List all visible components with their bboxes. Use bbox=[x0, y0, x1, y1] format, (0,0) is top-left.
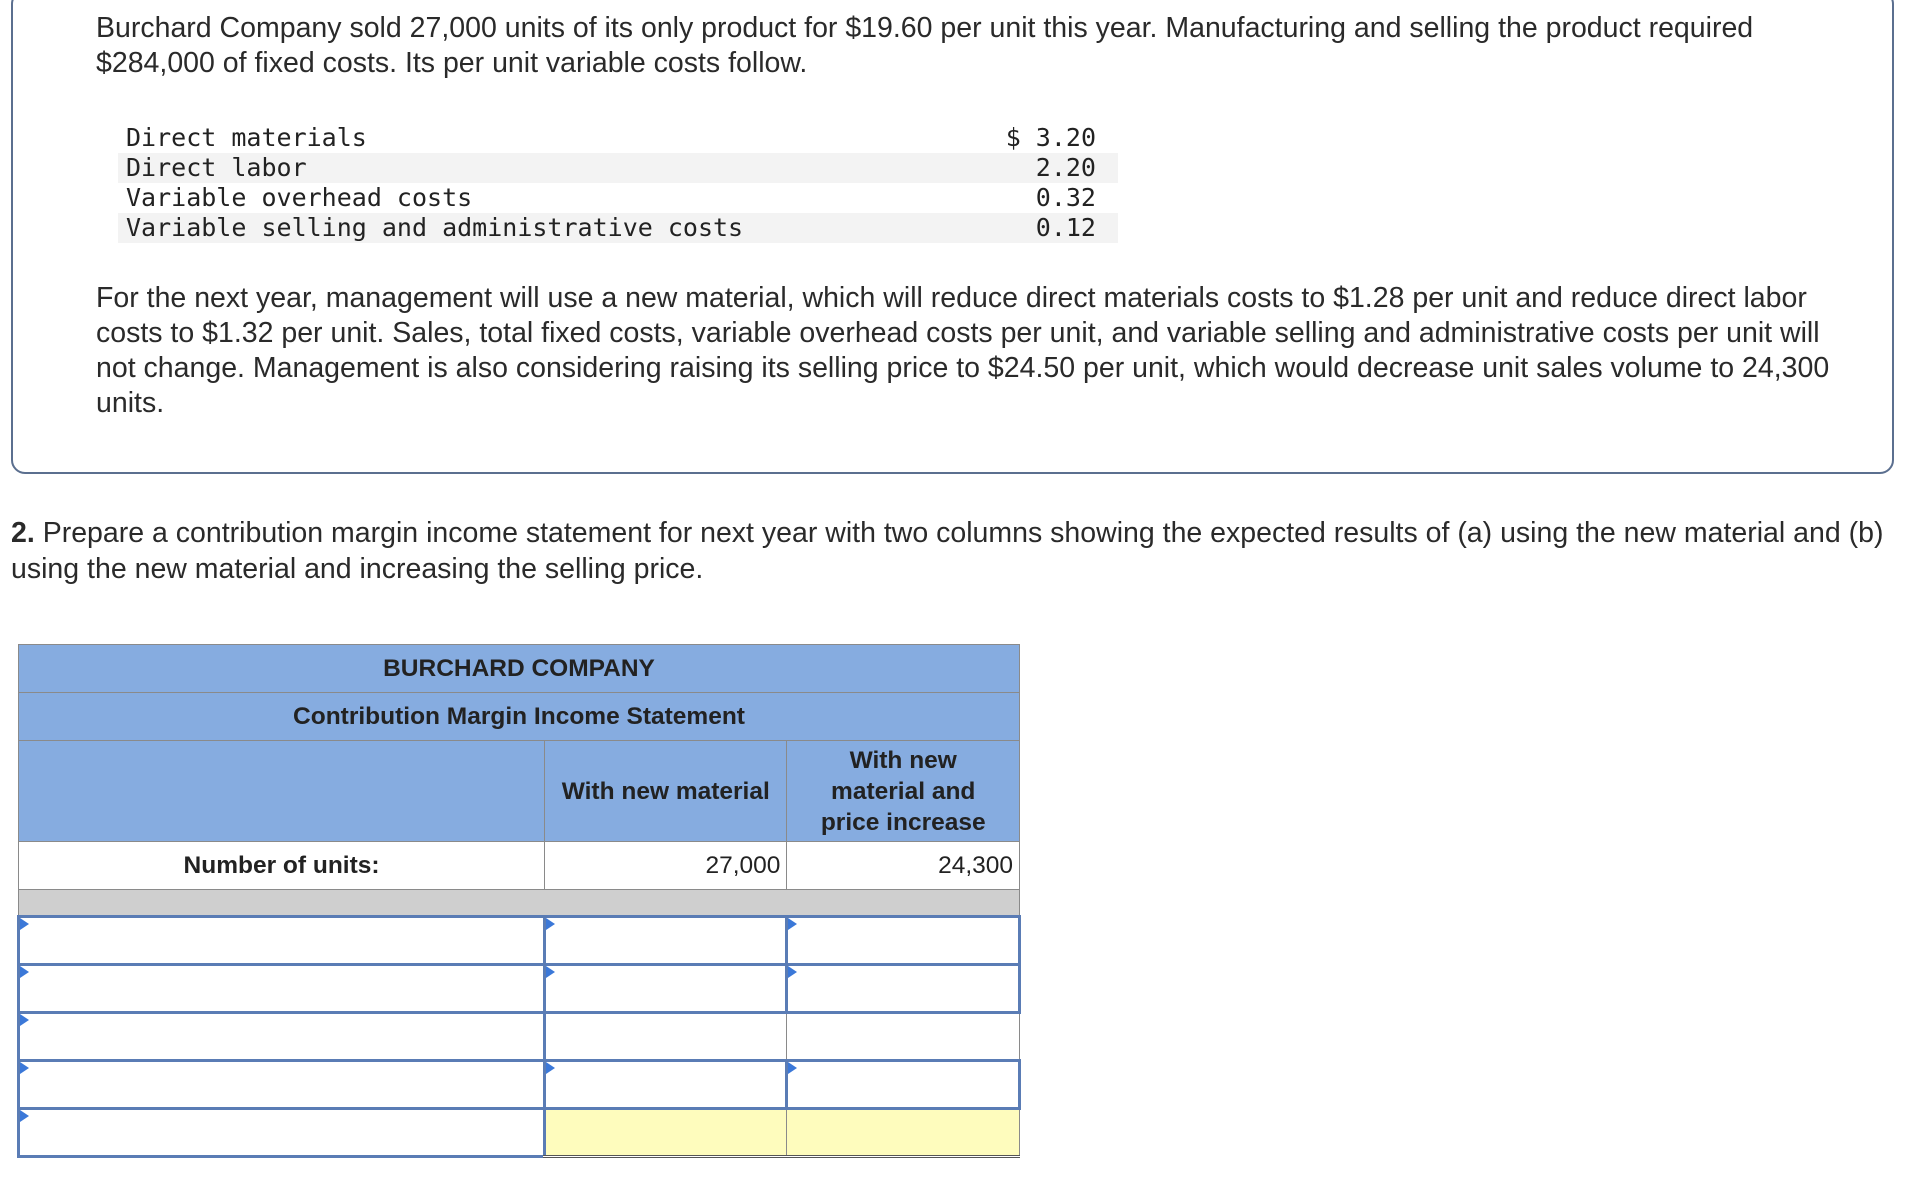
dropdown-marker-icon bbox=[20, 966, 29, 978]
cost-label: Variable selling and administrative costs bbox=[126, 213, 744, 242]
cost-value: $ 3.20 bbox=[1005, 123, 1096, 152]
label-column-header bbox=[19, 741, 545, 842]
dropdown-marker-icon bbox=[788, 1062, 797, 1074]
column-header-new-material: With new material bbox=[545, 741, 787, 842]
cost-value: 2.20 bbox=[1035, 153, 1096, 182]
amount-input-price-increase[interactable] bbox=[787, 917, 1020, 965]
problem-next-year: For the next year, management will use a new material, which will reduce direct materials costs to $1.28 per unit and reduce direct labor costs to $1.32 per unit. Sales, total fixed costs, variable overhead costs per unit, and variable selling and administrative costs per unit will not change. Management is also considering raising its selling price to $24.50 per unit, which would decrease unit sales volume to 24,300 units. bbox=[96, 282, 1830, 419]
cost-label: Variable overhead costs bbox=[126, 183, 473, 212]
amount-input-price-increase[interactable] bbox=[787, 965, 1020, 1013]
question-body: Prepare a contribution margin income statement for next year with two columns showing the expected results of (a) using the new material and (b) using the new material and increasing the selling price. bbox=[11, 517, 1884, 585]
problem-intro: Burchard Company sold 27,000 units of its only product for $19.60 per unit this year. Manufacturing and selling the product required $284,000 of fixed costs. Its per unit variable costs follow. bbox=[96, 12, 1754, 79]
cost-label: Direct materials bbox=[126, 123, 367, 152]
line-label-input[interactable] bbox=[19, 965, 545, 1013]
dropdown-marker-icon bbox=[788, 966, 797, 978]
dropdown-marker-icon bbox=[20, 1014, 29, 1026]
line-label-input[interactable] bbox=[19, 917, 545, 965]
line-label-input[interactable] bbox=[19, 1061, 545, 1109]
cost-row-direct-labor bbox=[118, 153, 1118, 183]
cost-label: Direct labor bbox=[126, 153, 307, 182]
line-label-input[interactable] bbox=[19, 1109, 545, 1157]
variable-cost-table bbox=[118, 123, 1118, 243]
dropdown-marker-icon bbox=[20, 1062, 29, 1074]
amount-cell-new-material[interactable] bbox=[545, 1013, 787, 1061]
line-label-input[interactable] bbox=[19, 1013, 545, 1061]
statement-title: Contribution Margin Income Statement bbox=[19, 693, 1020, 741]
units-new-material: 27,000 bbox=[545, 842, 787, 890]
cost-row-variable-overhead bbox=[118, 183, 1118, 213]
company-name: BURCHARD COMPANY bbox=[19, 645, 1020, 693]
units-new-material-price-increase: 24,300 bbox=[787, 842, 1020, 890]
units-label: Number of units: bbox=[19, 842, 545, 890]
cost-row-variable-selling-admin bbox=[118, 213, 1118, 243]
cost-value: 0.32 bbox=[1035, 183, 1096, 212]
cost-value: 0.12 bbox=[1035, 213, 1096, 242]
dropdown-marker-icon bbox=[546, 966, 555, 978]
amount-input-price-increase[interactable] bbox=[787, 1061, 1020, 1109]
dropdown-marker-icon bbox=[788, 918, 797, 930]
cost-row-direct-materials bbox=[118, 123, 1118, 153]
total-cell-new-material bbox=[545, 1109, 787, 1157]
amount-input-new-material[interactable] bbox=[545, 917, 787, 965]
section-divider bbox=[19, 890, 1020, 917]
amount-input-new-material[interactable] bbox=[545, 1061, 787, 1109]
dropdown-marker-icon bbox=[546, 1062, 555, 1074]
income-statement-table bbox=[17, 644, 1021, 1158]
dropdown-marker-icon bbox=[20, 1110, 29, 1122]
amount-input-new-material[interactable] bbox=[545, 965, 787, 1013]
total-cell-price-increase bbox=[787, 1109, 1020, 1157]
question-text bbox=[11, 515, 1891, 587]
question-number: 2. bbox=[11, 517, 35, 549]
dropdown-marker-icon bbox=[20, 918, 29, 930]
dropdown-marker-icon bbox=[546, 918, 555, 930]
column-header-new-material-price-increase: With new material and price increase bbox=[787, 741, 1020, 842]
amount-cell-price-increase[interactable] bbox=[787, 1013, 1020, 1061]
